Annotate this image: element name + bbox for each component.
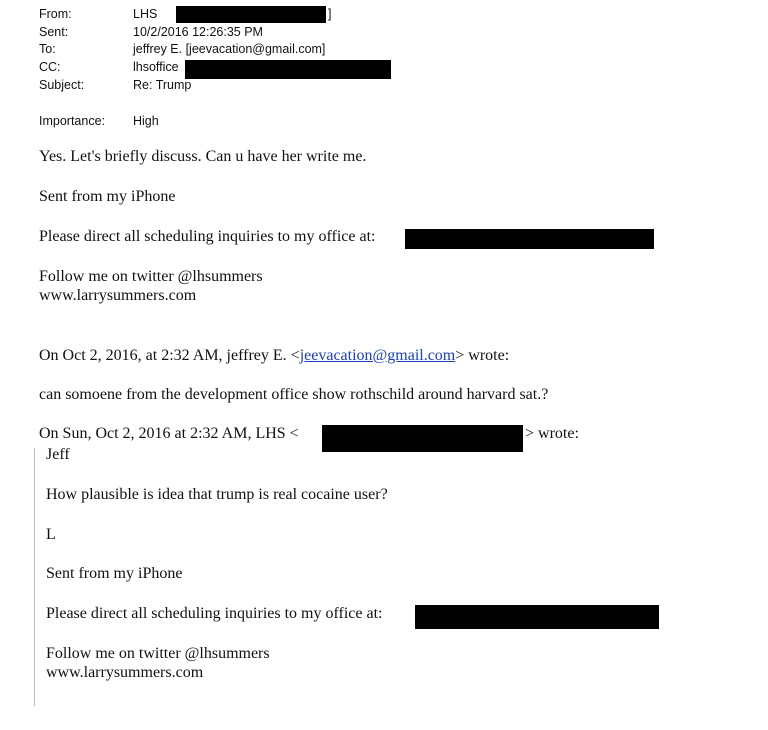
importance-label: Importance: <box>39 114 106 128</box>
twitter-text: Follow me on twitter @lhsummers <box>39 268 263 285</box>
redaction-box <box>185 60 391 79</box>
sent-from: Sent from my iPhone <box>39 188 176 205</box>
email-link[interactable]: jeevacation@gmail.com <box>299 347 456 364</box>
to-label: To: <box>39 42 56 56</box>
to-value: jeffrey E. [jeevacation@gmail.com] <box>133 42 326 56</box>
quote1-header <box>39 346 509 365</box>
quote2-suffix: > wrote: <box>525 425 579 442</box>
quote2-prefix: On Sun, Oct 2, 2016 at 2:32 AM, LHS < <box>39 425 299 442</box>
quote-sent-from: Sent from my iPhone <box>46 565 183 582</box>
subject-label: Subject: <box>39 78 85 92</box>
redaction-box <box>176 6 326 23</box>
quote1-prefix: On Oct 2, 2016, at 2:32 AM, jeffrey E. < <box>39 347 300 364</box>
reply-text: Yes. Let's briefly discuss. Can u have her write me. <box>39 148 367 165</box>
quote-question: How plausible is idea that trump is real cocaine user? <box>46 486 388 503</box>
quote-website: www.larrysummers.com <box>46 664 204 681</box>
quote-twitter: Follow me on twitter @lhsummers <box>46 645 270 662</box>
website-text: www.larrysummers.com <box>39 287 197 304</box>
quote-sign: L <box>46 526 56 543</box>
quote1-suffix: > wrote: <box>455 347 510 364</box>
scheduling-text: Please direct all scheduling inquiries to my office at: <box>39 228 376 245</box>
from-label: From: <box>39 7 72 21</box>
sent-value: 10/2/2016 12:26:35 PM <box>133 25 263 39</box>
quote-scheduling: Please direct all scheduling inquiries to my office at: <box>46 605 383 622</box>
quote1-text: can somoene from the development office show rothschild around harvard sat.? <box>39 386 549 403</box>
cc-label: CC: <box>39 60 61 74</box>
importance-value: High <box>133 114 159 128</box>
from-bracket: ] <box>328 7 332 21</box>
redaction-box <box>415 605 659 629</box>
sent-label: Sent: <box>39 25 69 39</box>
redaction-box <box>405 229 654 249</box>
quote-border <box>34 448 35 706</box>
quote-greeting: Jeff <box>46 446 70 463</box>
from-value: LHS <box>133 7 158 21</box>
cc-value: lhsoffice <box>133 60 179 74</box>
redaction-box <box>322 425 523 452</box>
subject-value: Re: Trump <box>133 78 192 92</box>
